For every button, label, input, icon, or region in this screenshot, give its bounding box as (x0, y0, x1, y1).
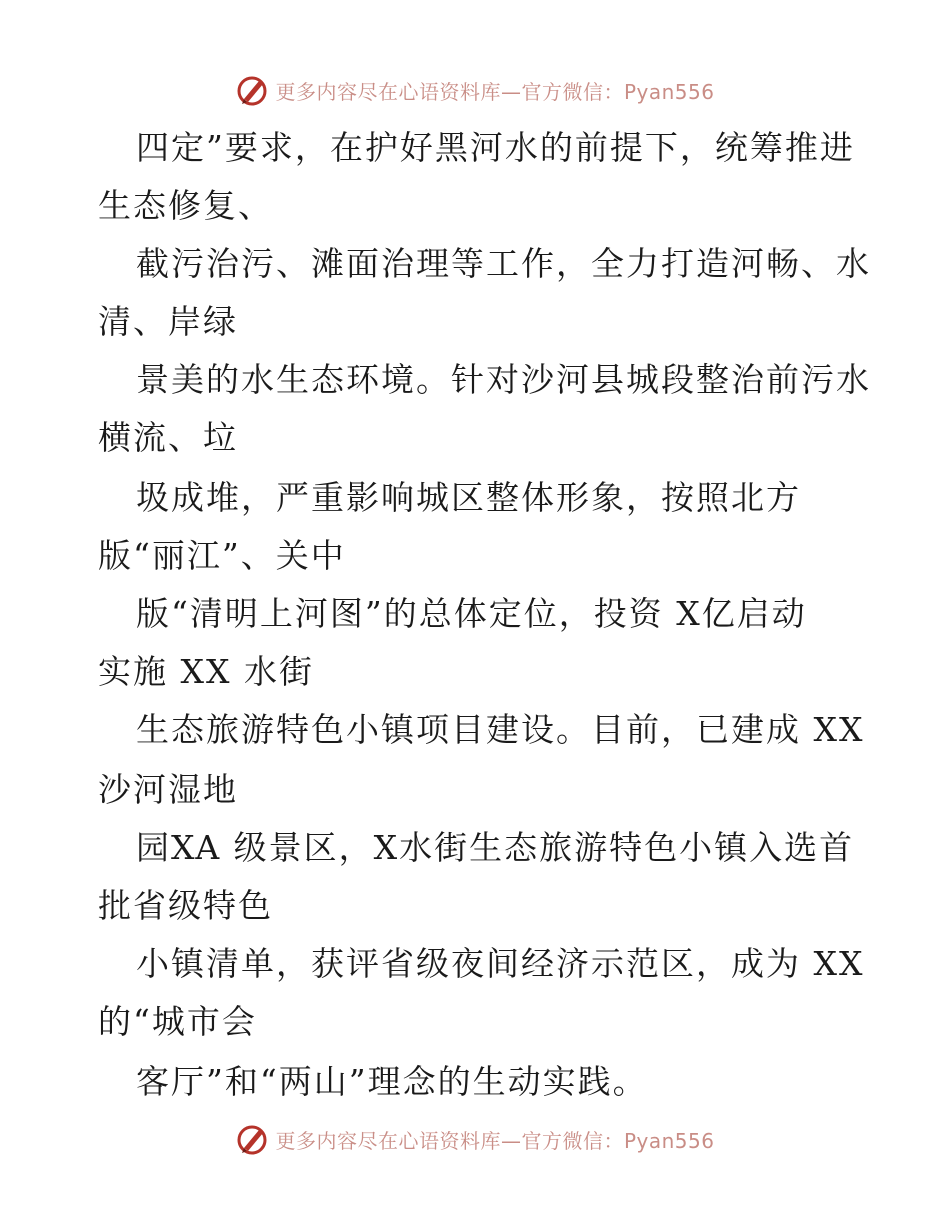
footer-watermark (0, 1119, 950, 1159)
text-line-10: 实施 XX 水街 (98, 652, 314, 691)
pen-logo-icon (235, 1122, 269, 1156)
text-line-3: 截污治污、滩面治理等工作，全力打造河畅、水 (136, 244, 871, 283)
text-line-15: 小镇清单，获评省级夜间经济示范区，成为 XX (136, 944, 865, 983)
text-line-13: 园XA 级景区，X水街生态旅游特色小镇入选首 (136, 828, 855, 867)
text-line-2: 生态修复、 (98, 186, 273, 225)
text-line-9: 版“清明上河图”的总体定位，投资 X亿启动 (136, 594, 807, 633)
text-line-8: 版“丽江”、关中 (98, 536, 346, 575)
text-line-4: 清、岸绿 (98, 302, 238, 341)
text-line-12: 沙河湿地 (98, 770, 238, 809)
text-line-17: 客厅”和“两山”理念的生动实践。 (136, 1062, 648, 1101)
pen-logo-icon (235, 73, 269, 107)
text-line-7: 圾成堆，严重影响城区整体形象，按照北方 (136, 478, 801, 517)
watermark-text: 更多内容尽在心语资料库—官方微信：Pyan556 (275, 1128, 715, 1153)
text-line-1: 四定”要求，在护好黑河水的前提下，统筹推进 (136, 128, 855, 167)
text-line-16: 的“城市会 (98, 1002, 257, 1041)
header-watermark (0, 70, 950, 110)
text-line-5: 景美的水生态环境。针对沙河县城段整治前污水 (136, 360, 871, 399)
watermark-text: 更多内容尽在心语资料库—官方微信：Pyan556 (275, 79, 715, 104)
text-line-6: 横流、垃 (98, 418, 238, 457)
text-line-14: 批省级特色 (98, 886, 273, 925)
text-line-11: 生态旅游特色小镇项目建设。目前，已建成 XX (136, 710, 865, 749)
